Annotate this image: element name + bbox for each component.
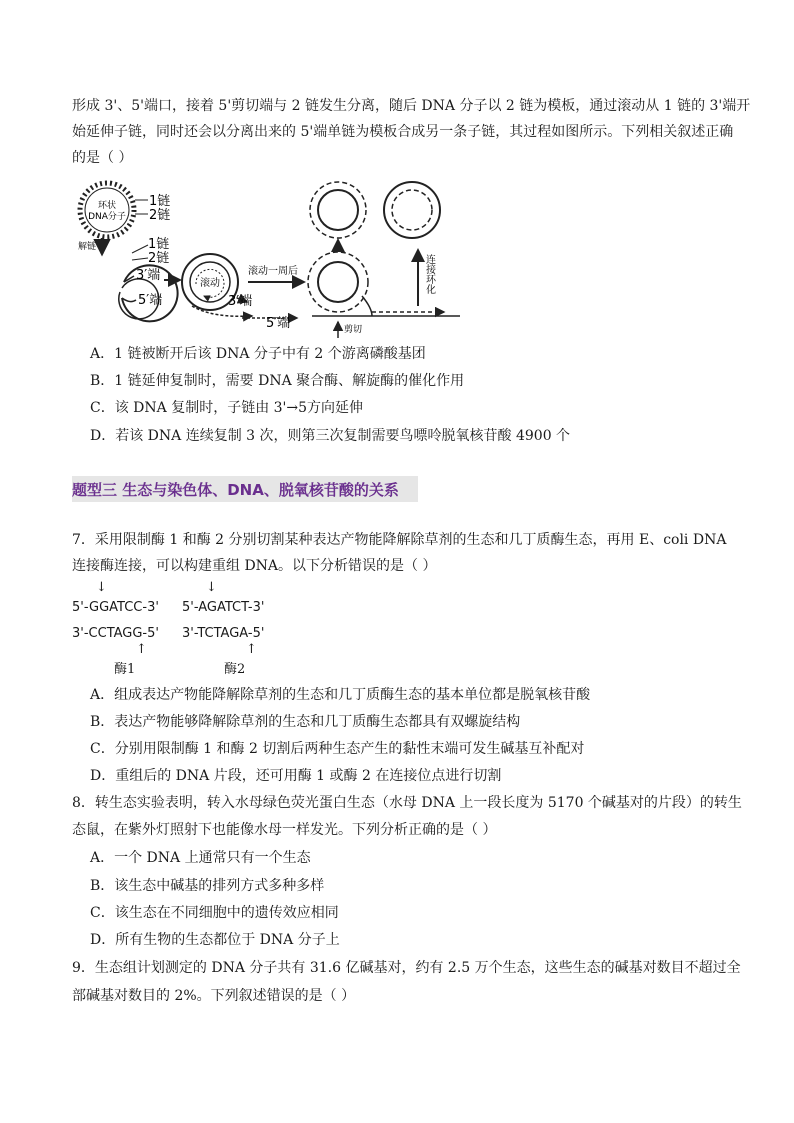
end5-label: 5′端 [138, 293, 163, 308]
q9-stem-line-2: 部碱基对数目的 2%。下列叙述错误的是（ ） [72, 988, 356, 1004]
post-turn-circle [308, 252, 460, 316]
section-title: 题型三 生态与染色体、DNA、脱氧核苷酸的关系 [72, 481, 399, 499]
enzyme2-label: 酶2 [224, 662, 246, 677]
enzyme1-top-strand: 5'-GGATCC-3' [72, 600, 159, 615]
enzyme1-cut-arrow-bottom: ↑ [136, 642, 147, 657]
section-header [72, 476, 418, 502]
after-turn-label: 滚动一周后 [248, 266, 298, 277]
q8-option-d: D．所有生物的生态都位于 DNA 分子上 [90, 932, 340, 948]
rolling-circle-replication-diagram [72, 178, 472, 338]
q8-option-b: B．该生态中碱基的排列方式多种多样 [90, 878, 325, 894]
unwind-label: 解链 [78, 242, 97, 252]
q6-option-b: B．1 链延伸复制时，需要 DNA 聚合酶、解旋酶的催化作用 [90, 373, 465, 389]
q6-stem-line-1: 形成 3'、5'端口，接着 5'剪切端与 2 链发生分离，随后 DNA 分子以 2 链为模板，通过滚动从 1 链的 3'端开 [72, 98, 751, 114]
enzyme2-top-strand: 5'-AGATCT-3' [182, 600, 265, 615]
chain1b-label: 1链 [148, 237, 170, 252]
connect-label: 连接环化 [423, 254, 435, 294]
q6-option-a: A．1 链被断开后该 DNA 分子中有 2 个游离磷酸基团 [90, 346, 426, 362]
enzyme1-bottom-strand: 3'-CCTAGG-5' [72, 626, 159, 641]
q7-option-d: D．重组后的 DNA 片段，还可用酶 1 或酶 2 在连接位点进行切割 [90, 768, 502, 784]
end3b-label: 3′端 [228, 294, 253, 309]
q7-option-b: B．表达产物能够降解除草剂的生态和几丁质酶生态都具有双螺旋结构 [90, 714, 521, 730]
enzyme2-cut-arrow-bottom: ↑ [246, 642, 257, 657]
q8-option-a: A．一个 DNA 上通常只有一个生态 [90, 850, 311, 866]
q7-stem-line-2: 连接酶连接，可以构建重组 DNA。以下分析错误的是（ ） [72, 558, 437, 574]
q8-stem-line-1: 8．转生态实验表明，转入水母绿色荧光蛋白生态（水母 DNA 上一段长度为 5170 个碱基对的片段）的转生 [72, 795, 742, 811]
end3-label: 3′端 [136, 268, 161, 283]
q6-stem-line-3: 的是（ ） [72, 150, 133, 166]
enzyme1-cut-arrow-top: ↓ [96, 580, 107, 595]
enzyme1-label: 酶1 [114, 662, 136, 677]
chain2b-label: 2链 [148, 251, 170, 266]
q7-option-c: C．分别用限制酶 1 和酶 2 切割后两种生态产生的黏性末端可发生碱基互补配对 [90, 741, 585, 757]
end5b-label: 5′端 [266, 316, 291, 331]
q6-stem-line-2: 始延伸子链，同时还会以分离出来的 5'端单链为模板合成另一条子链，其过程如图所示。下列相关叙述正确 [72, 124, 734, 140]
rolling-label: 滚动 [200, 278, 220, 289]
ligated-circle [384, 182, 440, 238]
enzyme2-bottom-strand: 3'-TCTAGA-5' [182, 626, 265, 641]
q9-stem-line-1: 9．生态组计划测定的 DNA 分子共有 31.6 亿碱基对，约有 2.5 万个生态，这些生态的碱基对数目不超过全 [72, 960, 741, 976]
q6-option-c: C．该 DNA 复制时，子链由 3'→5方向延伸 [90, 400, 364, 416]
cut-label: 剪切 [344, 325, 363, 335]
q8-stem-line-2: 态鼠，在紫外灯照射下也能像水母一样发光。下列分析正确的是（ ） [72, 822, 497, 838]
ring-label-2: DNA分子 [88, 212, 126, 222]
chain1-label: 1链 [149, 194, 171, 209]
chain2-label: 2链 [149, 208, 171, 223]
restriction-site-diagram [72, 580, 312, 680]
enzyme2-cut-arrow-top: ↓ [206, 580, 217, 595]
q7-stem-line-1: 7．采用限制酶 1 和酶 2 分别切割某种表达产物能降解除草剂的生态和几丁质酶生态，再用 E、coli DNA [72, 532, 727, 548]
separated-circle [310, 182, 366, 238]
q7-option-a: A．组成表达产物能降解除草剂的生态和几丁质酶生态的基本单位都是脱氧核苷酸 [90, 687, 591, 703]
q8-option-c: C．该生态在不同细胞中的遗传效应相同 [90, 905, 339, 921]
ring-label-1: 环状 [97, 201, 117, 211]
q6-option-d: D．若该 DNA 连续复制 3 次，则第三次复制需要鸟嘌呤脱氧核苷酸 4900 个 [90, 428, 571, 444]
